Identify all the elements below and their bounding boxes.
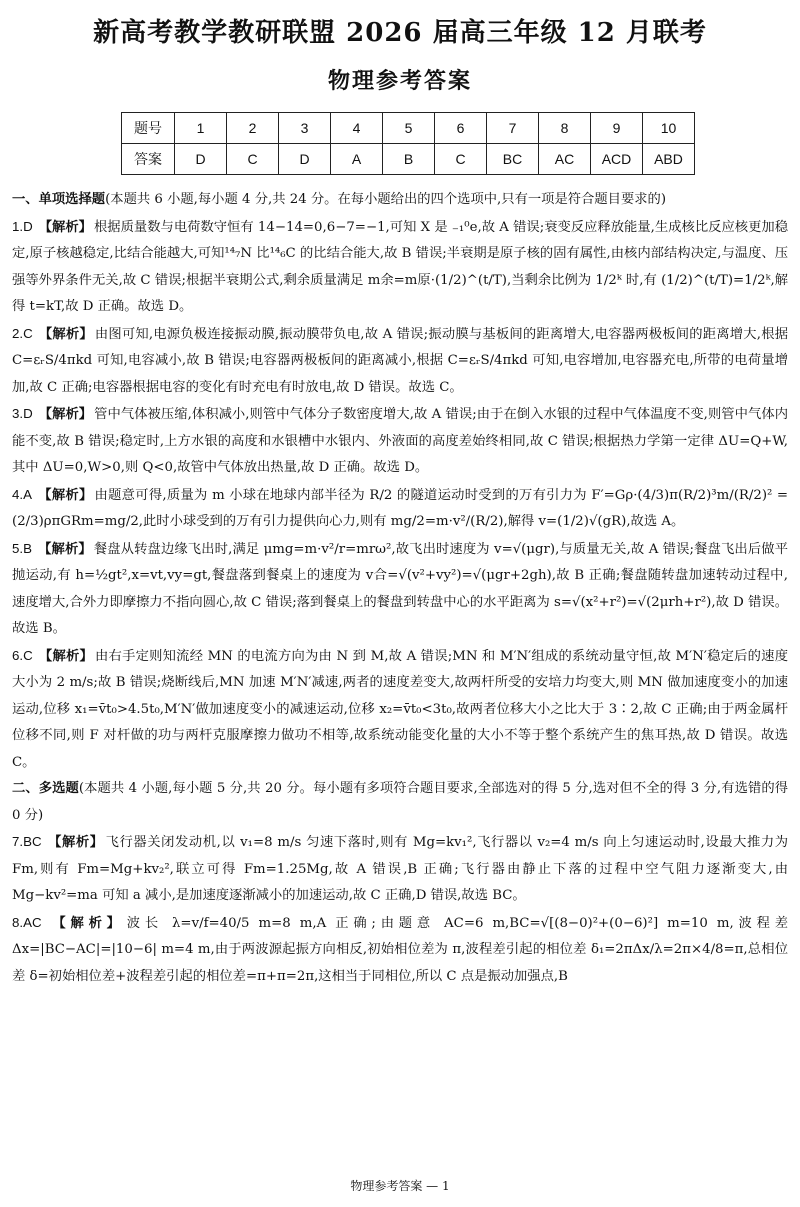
- answer-cell: ACD: [591, 144, 643, 175]
- solution-item: [12, 482, 788, 536]
- solution-text: 管中气体被压缩,体积减小,则管中气体分子数密度增大,故 A 错误;由于在倒入水银的过程中气体温度不变,则管中气体内能不变,故 B 错误;稳定时,上方水银的高度和水银槽中水银内、外液面的高度差始终相同,故 C 错误;根据热力学第一定律 ΔU=Q+W,其中 ΔU=0,W>0,则 Q<0,故管中气体放出热量,故 D 正确。故选 D。: [12, 407, 788, 475]
- section-note: (本题共 4 小题,每小题 5 分,共 20 分。每小题有多项符合题目要求,全部选对的得 5 分,选对但不全的得 3 分,有选错的得 0 分): [12, 781, 788, 823]
- solution-text: 由题意可得,质量为 m 小球在地球内部半径为 R/2 的隧道运动时受到的万有引力为 F′=Gρ·(4/3)π(R/2)³m/(R/2)² = (2/3)ρπGRm=mg/2,此时小球受到的万有引力提供向心力,则有 mg/2=m·v²/(R/2),解得 v=(1/2)√(gR),故选 A。: [12, 487, 788, 529]
- solution-text: 餐盘从转盘边缘飞出时,满足 μmg=m·v²/r=mrω²,故飞出时速度为 v=√(μgr),与质量无关,故 A 错误;餐盘飞出后做平抛运动,有 h=½gt²,x=vt,vy=gt,餐盘落到餐桌上的速度为 v合=√(v²+vy²)=√(μgr+2gh),故 B 正确;餐盘随转盘加速转动过程中,速度增大,合外力即摩擦力不指向圆心,故 C 错误;落到餐桌上的餐盘到转盘中心的水平距离为 s=√(x²+r²)=√(2μrh+r²),故 D 错误。故选 B。: [12, 541, 788, 636]
- analysis-tag: 【解析】: [47, 835, 104, 850]
- answer-cell: BC: [487, 144, 539, 175]
- question-number: 2: [227, 113, 279, 144]
- answer-cell: A: [331, 144, 383, 175]
- question-num: 1.: [12, 218, 24, 234]
- solution-item: [12, 321, 788, 402]
- solution-item: [12, 829, 788, 910]
- analysis-tag: 【解析】: [37, 487, 93, 503]
- question-number: 3: [279, 113, 331, 144]
- answer-cell: D: [175, 144, 227, 175]
- analysis-tag: 【解析】: [47, 915, 125, 931]
- answer-cell: ABD: [643, 144, 695, 175]
- question-answer: C: [23, 647, 33, 663]
- exam-title: 新高考教学教研联盟 2026 届高三年级 12 月联考: [93, 18, 707, 48]
- question-num: 8.: [12, 914, 24, 930]
- answer-table-answer-row: [122, 144, 695, 175]
- question-number: 6: [435, 113, 487, 144]
- solution-item: [12, 536, 788, 643]
- solution-item: [12, 401, 788, 482]
- section-title: 一、单项选择题: [12, 192, 106, 207]
- answer-table-number-row: [122, 113, 695, 144]
- question-num: 6.: [12, 647, 24, 663]
- section-title: 二、多选题: [12, 781, 79, 796]
- solution-text: 根据质量数与电荷数守恒有 14−14=0,6−7=−1,可知 X 是 ₋₁⁰e,故 A 错误;衰变反应释放能量,生成核比反应核更加稳定,原子核越稳定,比结合能越大,可知¹⁴₇N 比¹⁴₆C 的比结合能大,故 B 错误;半衰期是原子核的固有属性,由核内部结构决定,与温度、压强等外界条件无关,故 C 错误;根据半衰期公式,剩余质量满足 m余=m原·(1/2)^(t/T),当剩余比例为 1/2ᵏ 时,有 (1/2)^(t/T)=1/2ᵏ,解得 t=kT,故 D 正确。故选 D。: [12, 219, 789, 314]
- question-number: 5: [383, 113, 435, 144]
- answer-cell: B: [383, 144, 435, 175]
- solution-item: [12, 910, 788, 991]
- answer-cell: C: [435, 144, 487, 175]
- answer-row-label: 答案: [122, 144, 175, 175]
- solution-item: [12, 214, 788, 321]
- question-num: 7.: [12, 834, 24, 849]
- analysis-tag: 【解析】: [38, 407, 93, 422]
- question-number: 8: [539, 113, 591, 144]
- question-num: 3.: [12, 406, 24, 421]
- question-num: 2.: [12, 325, 24, 341]
- page-footer: 物理参考答案 — 1: [350, 1179, 450, 1193]
- section-note: (本题共 6 小题,每小题 4 分,共 24 分。在每小题给出的四个选项中,只有一项是符合题目要求的): [105, 192, 667, 207]
- question-answer: BC: [23, 834, 42, 849]
- solution-text: 波长 λ=v/f=40/5 m=8 m,A 正确;由题意 AC=6 m,BC=√[(8−0)²+(0−6)²] m=10 m,波程差 Δx=|BC−AC|=|10−6| m=4 m,由于两波源起振方向相反,初始相位差为 π,波程差引起的相位差 δ₁=2πΔx/λ=2π×4/8=π,总相位差 δ=初始相位差+波程差引起的相位差=π+π=2π,这相当于同相位,所以 C 点是振动加强点,B: [12, 915, 789, 984]
- question-answer: B: [23, 540, 32, 556]
- answer-cell: AC: [539, 144, 591, 175]
- analysis-tag: 【解析】: [38, 219, 92, 235]
- analysis-tag: 【解析】: [38, 648, 94, 664]
- question-number: 9: [591, 113, 643, 144]
- section-heading-single: [12, 187, 788, 214]
- question-answer: C: [23, 325, 33, 341]
- question-answer: A: [23, 486, 32, 502]
- solution-text: 由右手定则知流经 MN 的电流方向为由 N 到 M,故 A 错误;MN 和 M′N′组成的系统动量守恒,故 M′N′稳定后的速度大小为 2 m/s;故 B 错误;烧断线后,MN 加速 M′N′减速,两者的速度差变大,故两杆所受的安培力均变大,则 MN 做加速度变小的加速运动,位移 x₁=v̄t₀>4.5t₀,M′N′做加速度变小的减速运动,位移 x₂=v̄t₀<3t₀,故两者位移大小之比大于 3∶2,故 C 正确;由于两金属杆位移不同,则 F 对杆做的功与两杆克服摩擦力做功不相等,故系统动能变化量的大小不等于整个系统产生的焦耳热,故 D 错误。故选 C。: [12, 648, 788, 770]
- solutions-body: [12, 187, 788, 990]
- question-number: 4: [331, 113, 383, 144]
- question-number: 1: [175, 113, 227, 144]
- page-subtitle: 物理参考答案: [327, 68, 472, 94]
- answer-cell: C: [227, 144, 279, 175]
- question-answer: D: [23, 406, 33, 421]
- question-answer: D: [23, 218, 33, 234]
- solution-text: 由图可知,电源负极连接振动膜,振动膜带负电,故 A 错误;振动膜与基板间的距离增大,电容器两极板间的距离增大,根据 C=εᵣS/4πkd 可知,电容减小,故 B 错误;电容器两极板间的距离减小,根据 C=εᵣS/4πkd 可知,电容增加,电容器充电,所带的电荷量增加,故 C 正确;电容器根据电容的变化有时充电有时放电,故 D 错误。故选 C。: [12, 326, 788, 395]
- solution-text: 飞行器关闭发动机,以 v₁=8 m/s 匀速下落时,则有 Mg=kv₁²,飞行器以 v₂=4 m/s 向上匀速运动时,设最大推力为 Fm,则有 Fm=Mg+kv₂²,联立可得 Fm=1.25Mg,故 A 错误,B 正确;飞行器由静止下落的过程中空气阻力逐渐变大,由 Mg−kv²=ma 可知 a 减小,是加速度逐渐减小的加速运动,故 C 正确,D 错误,故选 BC。: [12, 835, 789, 903]
- question-number: 10: [643, 113, 695, 144]
- solution-item: [12, 643, 788, 777]
- question-num: 4.: [12, 486, 24, 502]
- answer-table: [121, 112, 695, 175]
- question-answer: AC: [23, 914, 42, 930]
- analysis-tag: 【解析】: [37, 541, 92, 557]
- question-number: 7: [487, 113, 539, 144]
- section-heading-multi: [12, 776, 788, 829]
- number-row-label: 题号: [122, 113, 175, 144]
- answer-cell: D: [279, 144, 331, 175]
- analysis-tag: 【解析】: [38, 326, 93, 342]
- question-num: 5.: [12, 540, 24, 556]
